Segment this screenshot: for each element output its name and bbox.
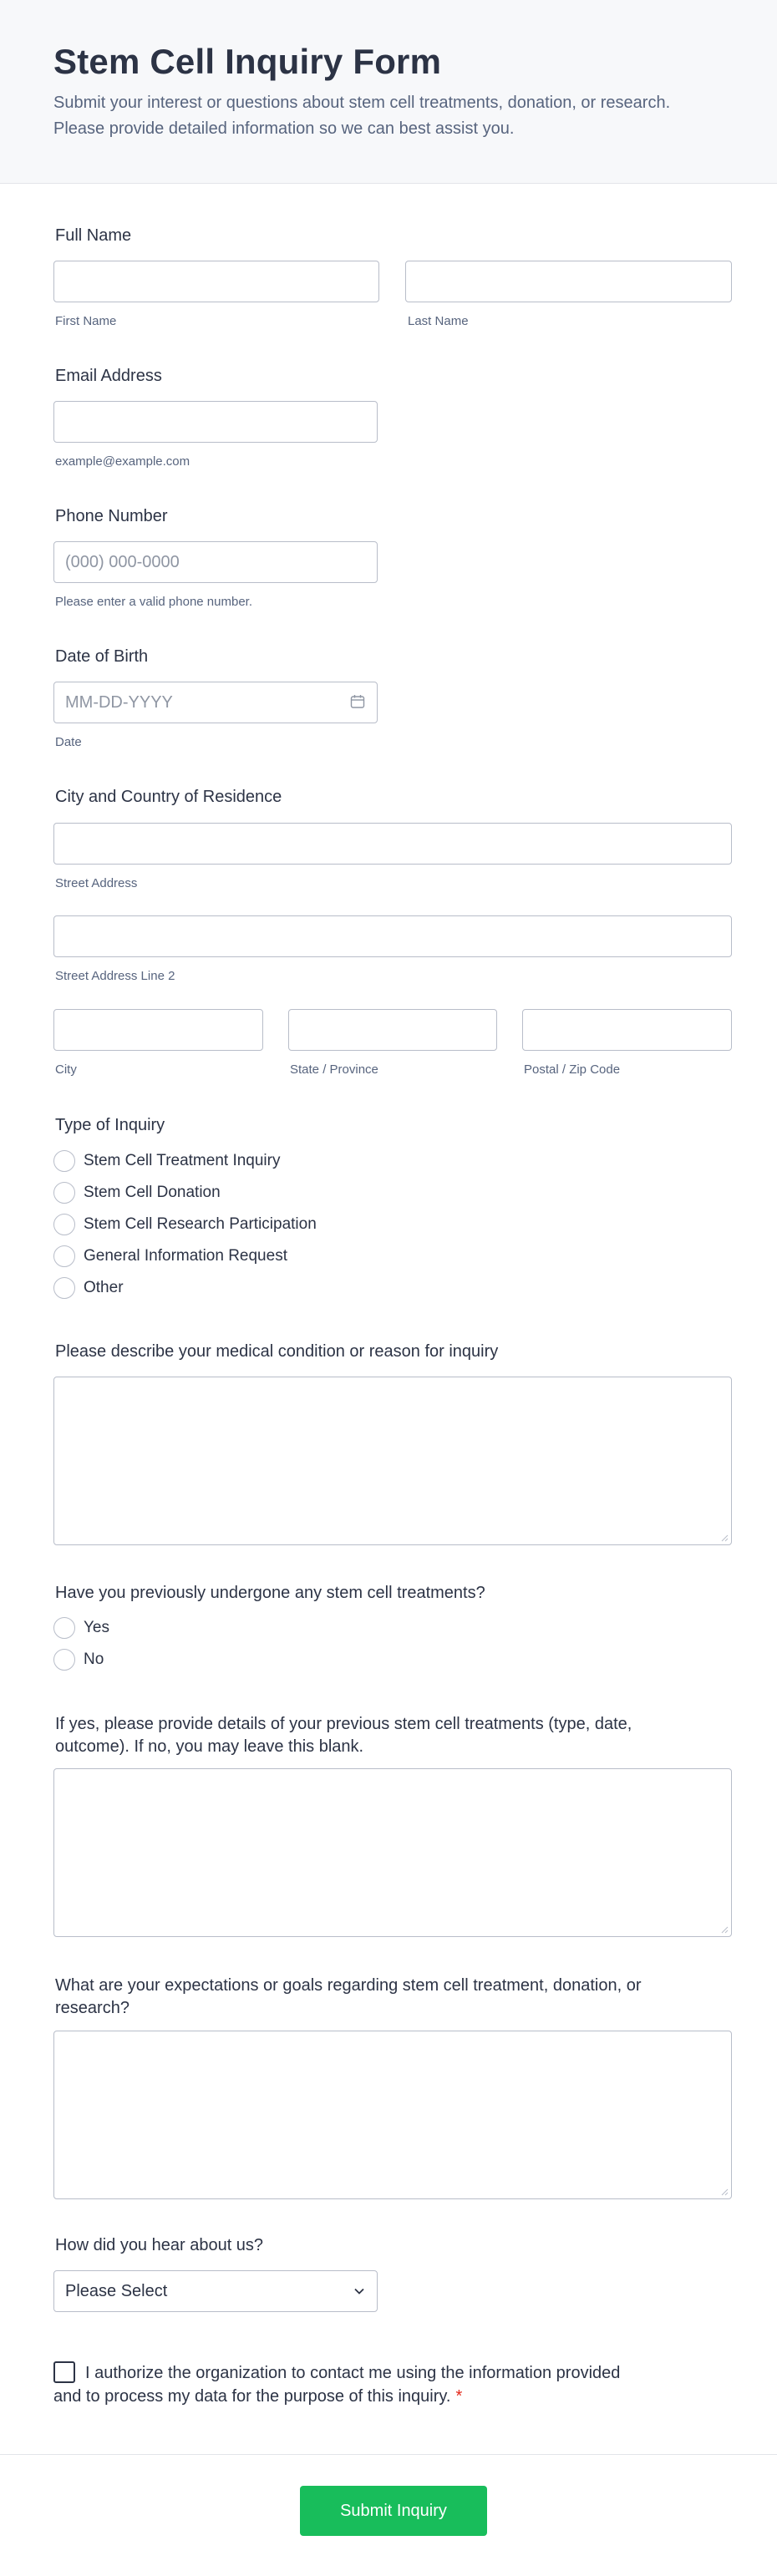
- required-mark: *: [455, 2387, 463, 2406]
- zip-input[interactable]: [522, 1009, 732, 1051]
- phone-placeholder: (000) 000-0000: [65, 553, 180, 571]
- email-label: Email Address: [55, 367, 162, 385]
- radio-label: Stem Cell Treatment Inquiry: [84, 1152, 281, 1169]
- address-label: City and Country of Residence: [55, 788, 282, 806]
- zip-sublabel: Postal / Zip Code: [524, 1062, 621, 1077]
- previous-details-label-line-2: outcome). If no, you may leave this blank.: [55, 1737, 364, 1756]
- dob-label: Date of Birth: [55, 647, 149, 666]
- form-header: [0, 0, 777, 184]
- previous-details-textarea[interactable]: [53, 1768, 732, 1937]
- radio-button[interactable]: [53, 1649, 75, 1671]
- phone-sublabel: Please enter a valid phone number.: [55, 595, 252, 609]
- condition-textarea[interactable]: [53, 1377, 732, 1545]
- expectations-textarea[interactable]: [53, 2031, 732, 2199]
- radio-label: No: [84, 1651, 104, 1668]
- email-input[interactable]: [53, 401, 378, 443]
- street-address-line2-sublabel: Street Address Line 2: [55, 969, 175, 983]
- expectations-label-line-1: What are your expectations or goals regarding stem cell treatment, donation, or: [55, 1976, 642, 1995]
- calendar-icon[interactable]: [350, 694, 365, 709]
- full-name-label: Full Name: [55, 226, 132, 245]
- radio-label: Yes: [84, 1619, 109, 1636]
- referral-label: How did you hear about us?: [55, 2236, 264, 2254]
- city-input[interactable]: [53, 1009, 263, 1051]
- radio-button[interactable]: [53, 1182, 75, 1204]
- radio-button[interactable]: [53, 1214, 75, 1235]
- previous-details-label-line-1: If yes, please provide details of your previous stem cell treatments (type, date,: [55, 1715, 632, 1733]
- referral-select[interactable]: [53, 2270, 378, 2312]
- dob-placeholder: MM-DD-YYYY: [65, 693, 173, 712]
- previous-treatment-label: Have you previously undergone any stem cell treatments?: [55, 1584, 485, 1602]
- radio-button[interactable]: [53, 1617, 75, 1639]
- form-description-line-2: Please provide detailed information so we can best assist you.: [53, 119, 515, 138]
- form-description: [53, 90, 739, 142]
- phone-label: Phone Number: [55, 507, 168, 525]
- state-sublabel: State / Province: [290, 1062, 378, 1077]
- phone-input[interactable]: [53, 541, 378, 583]
- expectations-label-line-2: research?: [55, 1999, 130, 2017]
- dob-sublabel: Date: [55, 735, 82, 749]
- form-title: Stem Cell Inquiry Form: [53, 42, 442, 81]
- submit-button[interactable]: Submit Inquiry: [300, 2486, 487, 2536]
- consent-label: [53, 2361, 630, 2408]
- resize-grip-icon[interactable]: [720, 1534, 729, 1542]
- dob-input[interactable]: [53, 682, 378, 723]
- last-name-input[interactable]: [405, 261, 732, 302]
- last-name-sublabel: Last Name: [408, 314, 469, 328]
- radio-label: Other: [84, 1279, 124, 1296]
- city-sublabel: City: [55, 1062, 77, 1077]
- condition-label: Please describe your medical condition or reason for inquiry: [55, 1342, 499, 1361]
- street-address-sublabel: Street Address: [55, 876, 138, 890]
- consent-text: I authorize the organization to contact me using the information provided and to process my data for the purpose of this inquiry.: [53, 2364, 621, 2406]
- form-description-line-1: Submit your interest or questions about stem cell treatments, donation, or research.: [53, 94, 671, 112]
- radio-label: General Information Request: [84, 1247, 287, 1265]
- expectations-label: [55, 1975, 641, 2020]
- email-sublabel: example@example.com: [55, 454, 190, 469]
- radio-button[interactable]: [53, 1245, 75, 1267]
- radio-label: Stem Cell Donation: [84, 1184, 221, 1201]
- chevron-down-icon: [353, 2285, 365, 2297]
- radio-label: Stem Cell Research Participation: [84, 1215, 317, 1233]
- footer-divider: [0, 2454, 777, 2455]
- radio-button[interactable]: [53, 1150, 75, 1172]
- street-address-input[interactable]: [53, 823, 732, 865]
- first-name-input[interactable]: [53, 261, 379, 302]
- resize-grip-icon[interactable]: [720, 1925, 729, 1934]
- referral-selected-value: Please Select: [65, 2282, 168, 2300]
- first-name-sublabel: First Name: [55, 314, 117, 328]
- resize-grip-icon[interactable]: [720, 2188, 729, 2196]
- previous-details-label: [55, 1713, 632, 1758]
- inquiry-type-label: Type of Inquiry: [55, 1116, 165, 1134]
- radio-button[interactable]: [53, 1277, 75, 1299]
- state-input[interactable]: [288, 1009, 497, 1051]
- street-address-line2-input[interactable]: [53, 915, 732, 957]
